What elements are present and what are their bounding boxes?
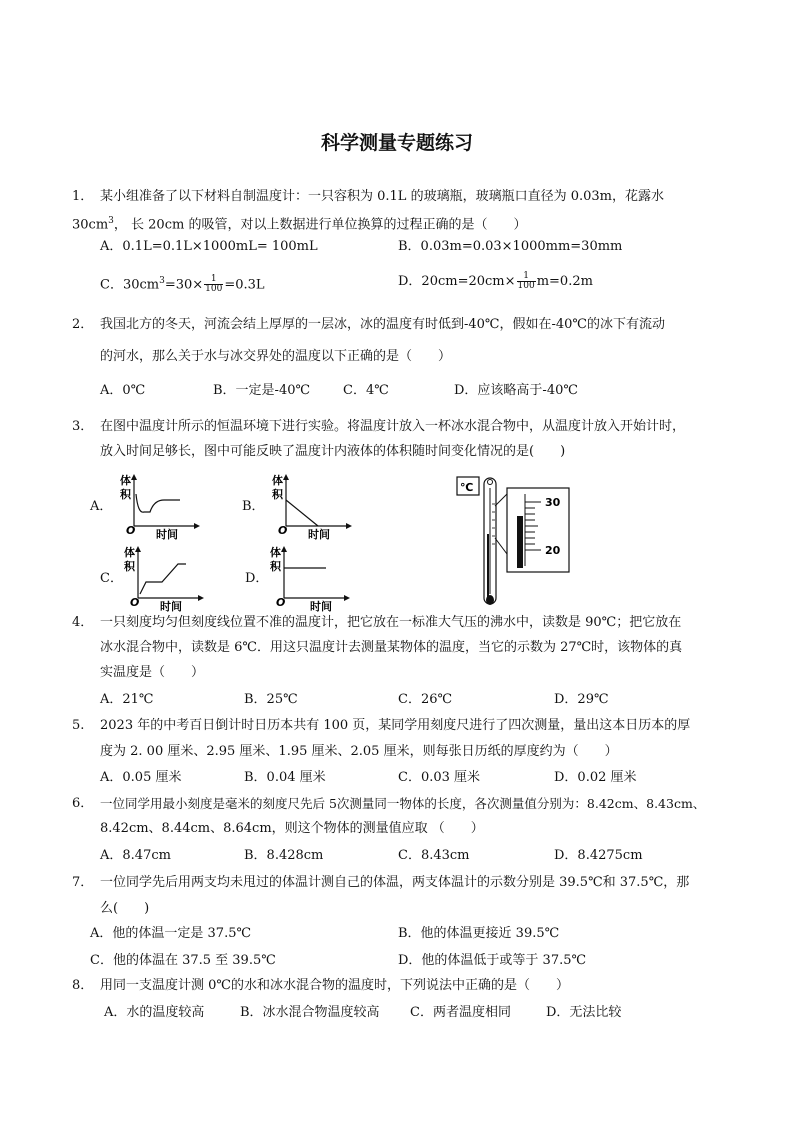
q2-option-c: C．4℃: [343, 383, 389, 398]
q7-option-a: A．他的体温一定是 37.5℃: [90, 926, 252, 941]
q5-stem-line2: 度为 2. 00 厘米、2.95 厘米、1.95 厘米、2.05 厘米，则每张日历纸的厚度约为（ ）: [100, 744, 618, 759]
q5-option-a: A．0.05 厘米: [100, 770, 182, 785]
q1-number: 1．: [72, 189, 94, 204]
zoom-line-bottom: [495, 538, 507, 554]
q8-option-d: D．无法比较: [546, 1005, 622, 1020]
q1-stem-line2: $30cm^3$， 长 20cm 的吸管，对以上数据进行单位换算的过程正确的是（ ）: [72, 216, 527, 233]
q7-option-b: B．他的体温更接近 39.5℃: [398, 926, 560, 941]
q1-option-d: D．20cm=20cm× $\frac{1}{100}$ m=0.2m: [398, 271, 593, 291]
q6-stem-line2: 8.42cm、8.44cm、8.64cm，则这个物体的测量值应取 （ ）: [100, 821, 484, 836]
q5-option-c: C．0.03 厘米: [398, 770, 481, 785]
origin-label: O: [126, 524, 136, 537]
x-label: 时间: [156, 528, 178, 541]
q4-option-a: A．21℃: [100, 692, 154, 707]
q2-stem-line1: 我国北方的冬天，河流会结上厚厚的一层冰，冰的温度有时低到-40℃，假如在-40℃的冰下有流动: [100, 317, 665, 332]
q7-stem-line2: 么( ): [100, 901, 150, 916]
q6-number: 6．: [72, 796, 94, 811]
arrow-up-icon: [281, 546, 287, 552]
thermometer-figure: [455, 474, 575, 618]
origin-label: O: [130, 596, 140, 609]
fraction: $\frac{1}{100}$: [205, 274, 223, 295]
origin-label: O: [276, 596, 286, 609]
graph-curve: [286, 500, 318, 526]
q1-option-b: B．0.03m=0.03×1000mm=30mm: [398, 239, 623, 254]
x-label: 时间: [308, 528, 330, 541]
q3-graph-c: [124, 546, 204, 613]
q7-number: 7．: [72, 875, 94, 890]
q3-option-b: B．: [242, 499, 265, 514]
fraction: $\frac{1}{100}$: [517, 271, 535, 291]
y-label-2: 积: [124, 560, 135, 573]
q4-stem-line3: 实温度是（ ）: [100, 665, 205, 680]
q7-option-c: C．他的体温在 37.5 至 39.5℃: [90, 953, 276, 968]
q1-stem-line1: 某小组准备了以下材料自制温度计：一只容积为 0.1L 的玻璃瓶，玻璃瓶口直径为 0.03m，花露水: [100, 189, 664, 204]
scale-label-30: 30: [545, 496, 561, 509]
scale-label-20: 20: [545, 544, 561, 557]
q4-option-c: C．26℃: [398, 692, 453, 707]
q5-option-b: B．0.04 厘米: [244, 770, 326, 785]
q2-stem-line2: 的河水，那么关于水与冰交界处的温度以下正确的是（ ）: [100, 349, 452, 364]
q4-option-d: D．29℃: [554, 692, 609, 707]
q3-option-a: A．: [90, 499, 113, 514]
y-label-2: 积: [270, 560, 281, 573]
q3-graph-d: [270, 546, 350, 613]
q8-number: 8．: [72, 978, 94, 993]
x-label: 时间: [160, 600, 182, 613]
page-title: 科学测量专题练习: [320, 132, 473, 154]
q3-number: 3．: [72, 419, 94, 434]
arrow-right-icon: [344, 595, 350, 601]
thermometer-bulb: [486, 595, 494, 605]
q4-option-b: B．25℃: [244, 692, 298, 707]
q6-option-b: B．8.428cm: [244, 848, 324, 863]
q2-option-d: D．应该略高于-40℃: [454, 383, 578, 398]
q3-stem-line1: 在图中温度计所示的恒温环境下进行实验。将温度计放入一杯冰水混合物中，从温度计放入开始计时，: [100, 419, 686, 434]
y-label-2: 积: [120, 488, 131, 501]
q2-option-a: A．0℃: [100, 383, 146, 398]
q8-option-a: A．水的温度较高: [104, 1005, 205, 1020]
q8-option-c: C．两者温度相同: [410, 1005, 511, 1020]
y-label-2: 积: [272, 488, 283, 501]
y-label-1: 体: [124, 546, 135, 559]
q8-stem-line1: 用同一支温度计测 0℃的水和冰水混合物的温度时，下列说法中正确的是（ ）: [100, 978, 569, 993]
q7-stem-line1: 一位同学先后用两支均未甩过的体温计测自己的体温，两支体温计的示数分别是 39.5℃和 37.5℃，那: [100, 875, 690, 890]
y-label-1: 体: [270, 546, 281, 559]
q4-number: 4．: [72, 615, 94, 630]
q1-option-c: C．$30cm^3=30\times$ $\frac{1}{100}$ =0.3L: [100, 274, 265, 295]
arrow-right-icon: [346, 523, 352, 529]
q4-stem-line2: 冰水混合物中，读数是 6℃．用这只温度计去测量某物体的温度，当它的示数为 27℃时，该物体的真: [100, 640, 683, 655]
arrow-up-icon: [131, 474, 137, 480]
q3-option-c: C．: [100, 571, 123, 586]
q6-option-a: A．8.47cm: [100, 848, 171, 863]
arrow-up-icon: [283, 474, 289, 480]
graph-curve: [140, 564, 186, 594]
q6-option-c: C．8.43cm: [398, 848, 470, 863]
arrow-right-icon: [194, 523, 200, 529]
q6-stem-line1: 一位同学用最小刻度是毫米的刻度尺先后 5次测量同一物体的长度，各次测量值分别为：8.42cm、8.43cm、: [100, 796, 706, 811]
zoom-line-top: [495, 494, 507, 506]
q6-option-d: D．8.4275cm: [554, 848, 643, 863]
origin-label: O: [278, 524, 288, 537]
q3-graph-a: [120, 474, 200, 541]
q2-option-b: B．一定是-40℃: [213, 383, 311, 398]
magnified-liquid: [517, 516, 523, 568]
y-label-1: 体: [272, 474, 283, 487]
q5-number: 5.: [72, 718, 85, 733]
x-label: 时间: [310, 600, 332, 613]
q4-stem-line1: 一只刻度均匀但刻度线位置不准的温度计，把它放在一标准大气压的沸水中，读数是 90℃；把它放在: [100, 615, 682, 630]
q5-stem-line1: 2023 年的中考百日倒计时日历本共有 100 页，某同学用刻度尺进行了四次测量，量出这本日历本的厚: [100, 718, 691, 733]
y-label-1: 体: [120, 474, 131, 487]
q3-stem-line2: 放入时间足够长，图中可能反映了温度计内液体的体积随时间变化情况的是( ): [100, 444, 566, 459]
q5-option-d: D．0.02 厘米: [554, 770, 637, 785]
q2-number: 2．: [72, 317, 94, 332]
graph-curve: [136, 494, 180, 512]
q1-option-a: A．0.1L=0.1L×1000mL= 100mL: [100, 239, 318, 254]
q3-option-d: D．: [245, 571, 269, 586]
arrow-right-icon: [198, 595, 204, 601]
q3-graph-b: [272, 474, 352, 541]
q7-option-d: D．他的体温低于或等于 37.5℃: [398, 953, 587, 968]
arrow-up-icon: [135, 546, 141, 552]
q8-option-b: B．冰水混合物温度较高: [240, 1005, 380, 1020]
unit-label: ℃: [460, 481, 474, 494]
